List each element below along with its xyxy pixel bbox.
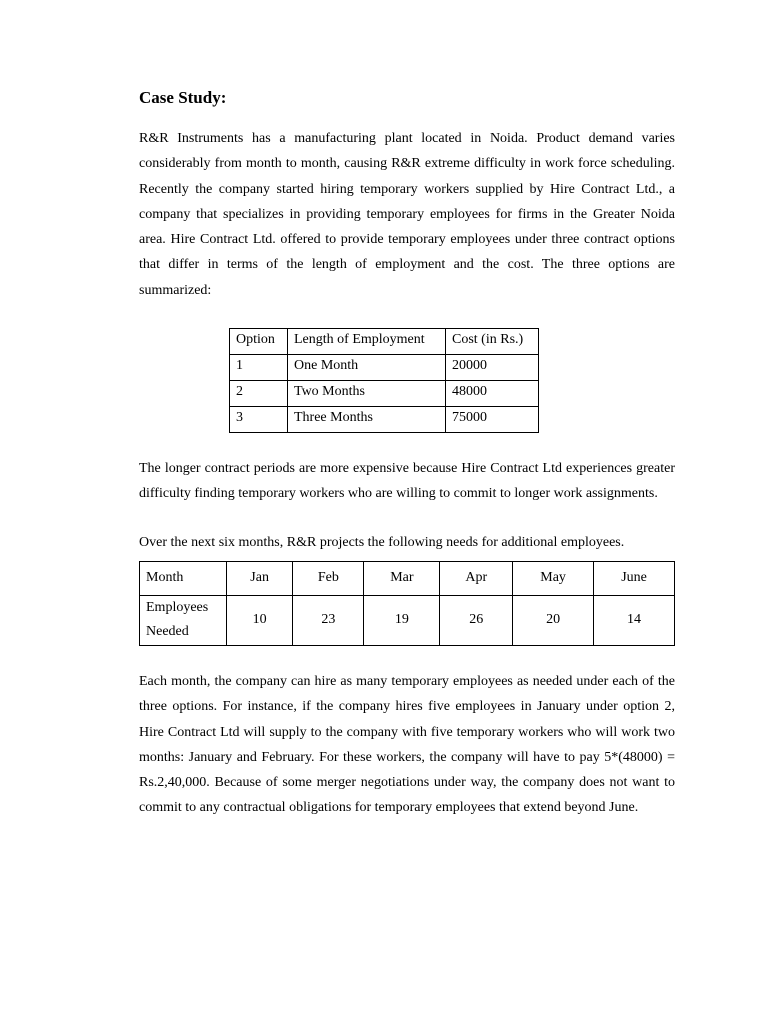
month-cell: Apr (440, 561, 513, 595)
table-header-cell: Length of Employment (288, 329, 446, 355)
table-cell: 20000 (446, 355, 539, 381)
case-study-content (139, 88, 675, 821)
needed-value-cell: 20 (513, 595, 594, 645)
longer-contracts-paragraph: The longer contract periods are more expensive because Hire Contract Ltd experiences greater difficulty finding temporary workers who are willing to commit to longer work assignments. (139, 461, 675, 502)
needed-value-cell: 10 (227, 595, 293, 645)
table-header-cell: Cost (in Rs.) (446, 329, 539, 355)
intro-paragraph: R&R Instruments has a manufacturing plant located in Noida. Product demand varies considerably from month to month, causing R&R extreme difficulty in work force scheduling. Recently the company started hiring temporary workers supplied by Hire Contract Ltd., a company that specializes in providing temporary employees for firms in the Greater Noida area. Hire Contract Ltd. offered to provide temporary employees under three contract options that differ in terms of the length of employment and the cost. The three options are summarized: (139, 131, 675, 298)
table-header-row (140, 561, 675, 595)
table-row (140, 595, 675, 645)
table-cell: 75000 (446, 407, 539, 433)
table-cell: One Month (288, 355, 446, 381)
contract-options-table (229, 328, 539, 433)
employee-needs-table (139, 561, 675, 646)
table-cell: 3 (230, 407, 288, 433)
table-row (230, 381, 539, 407)
table-cell: 2 (230, 381, 288, 407)
row-label-line: Needed (146, 624, 189, 640)
table-row (230, 355, 539, 381)
table-cell: Two Months (288, 381, 446, 407)
month-cell: June (594, 561, 675, 595)
hiring-example-paragraph: Each month, the company can hire as many temporary employees as needed under each of the three options. For instance, if the company hires five employees in January under option 2, Hire Contract Ltd will supply to the company with five temporary workers who will work two months: January and February. For these workers, the company will have to pay 5*(48000) = Rs.2,40,000. Because of some merger negotiations under way, the company does not want to commit to any contractual obligations for temporary employees that extend beyond June. (139, 673, 675, 816)
table-header-row (230, 329, 539, 355)
month-cell: May (513, 561, 594, 595)
needed-value-cell: 14 (594, 595, 675, 645)
table-header-cell: Option (230, 329, 288, 355)
table-cell: Three Months (288, 407, 446, 433)
page-title: Case Study: (139, 88, 227, 107)
month-cell: Feb (293, 561, 364, 595)
needed-value-cell: 23 (293, 595, 364, 645)
month-header-cell: Month (140, 561, 227, 595)
row-label-line: Employees (146, 600, 209, 616)
month-cell: Jan (227, 561, 293, 595)
table-cell: 48000 (446, 381, 539, 407)
month-cell: Mar (364, 561, 440, 595)
employees-needed-label (140, 595, 227, 645)
table-row (230, 407, 539, 433)
needed-value-cell: 19 (364, 595, 440, 645)
needed-value-cell: 26 (440, 595, 513, 645)
table-cell: 1 (230, 355, 288, 381)
projection-paragraph: Over the next six months, R&R projects the following needs for additional employees. (139, 534, 625, 550)
